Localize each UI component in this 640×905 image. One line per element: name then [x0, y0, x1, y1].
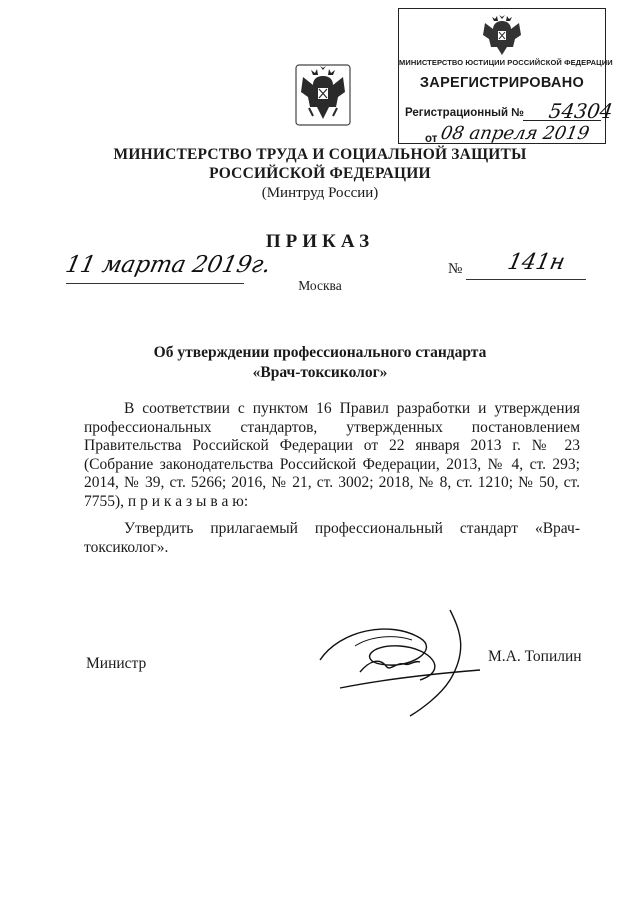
coat-of-arms-icon — [295, 64, 351, 126]
order-title: ПРИКАЗ — [265, 231, 375, 252]
city: Москва — [298, 278, 342, 293]
order-number: 141н — [505, 250, 568, 275]
ministry-name-line2: РОССИЙСКОЙ ФЕДЕРАЦИИ — [209, 165, 431, 182]
registration-stamp — [398, 8, 615, 145]
ministry-short-name: (Минтруд России) — [261, 185, 379, 201]
stamp-reg-number: 54304 — [547, 99, 615, 123]
stamp-ministry-name: МИНИСТЕРСТВО ЮСТИЦИИ РОССИЙСКОЙ ФЕДЕРАЦИИ — [399, 58, 613, 67]
ministry-name-line1: МИНИСТЕРСТВО ТРУДА И СОЦИАЛЬНОЙ ЗАЩИТЫ — [113, 146, 527, 163]
signer-title: Министр — [86, 655, 147, 672]
body-paragraph-1: В соответствии с пунктом 16 Правил разработки и утверждения профессиональных стандартов, утвержденных постановлением Правительства Российской Федерации от 22 января 2013 г. № 23 (Собрание законодательства Российской Федерации, 2013, № 4, ст. 293; 2014, № 39, ст. 5266; 2016, № 21, ст. 3002; 2018, № 8, ст. 1210; № 50, ст. 7755), п р и к а з ы в а ю: — [84, 400, 580, 510]
signer-name: М.А. Топилин — [488, 648, 582, 665]
stamp-date-label: от — [425, 133, 438, 145]
signature-icon — [300, 600, 510, 720]
body-paragraph-2: Утвердить прилагаемый профессиональный стандарт «Врач-токсиколог». — [84, 520, 580, 556]
stamp-reg-number-label: Регистрационный № — [405, 107, 525, 119]
stamp-date: 08 апреля 2019 — [439, 123, 591, 144]
order-number-label: № — [448, 261, 463, 277]
eagle-emblem-icon — [479, 13, 525, 57]
subject-line1: Об утверждении профессионального стандарта — [153, 344, 487, 361]
stamp-date-underline — [439, 143, 601, 144]
order-date: 11 марта 2019г. — [63, 252, 274, 278]
subject-line2: «Врач-токсиколог» — [252, 364, 388, 381]
stamp-registered-label: ЗАРЕГИСТРИРОВАНО — [419, 75, 585, 91]
stamp-reg-number-underline — [523, 120, 601, 121]
